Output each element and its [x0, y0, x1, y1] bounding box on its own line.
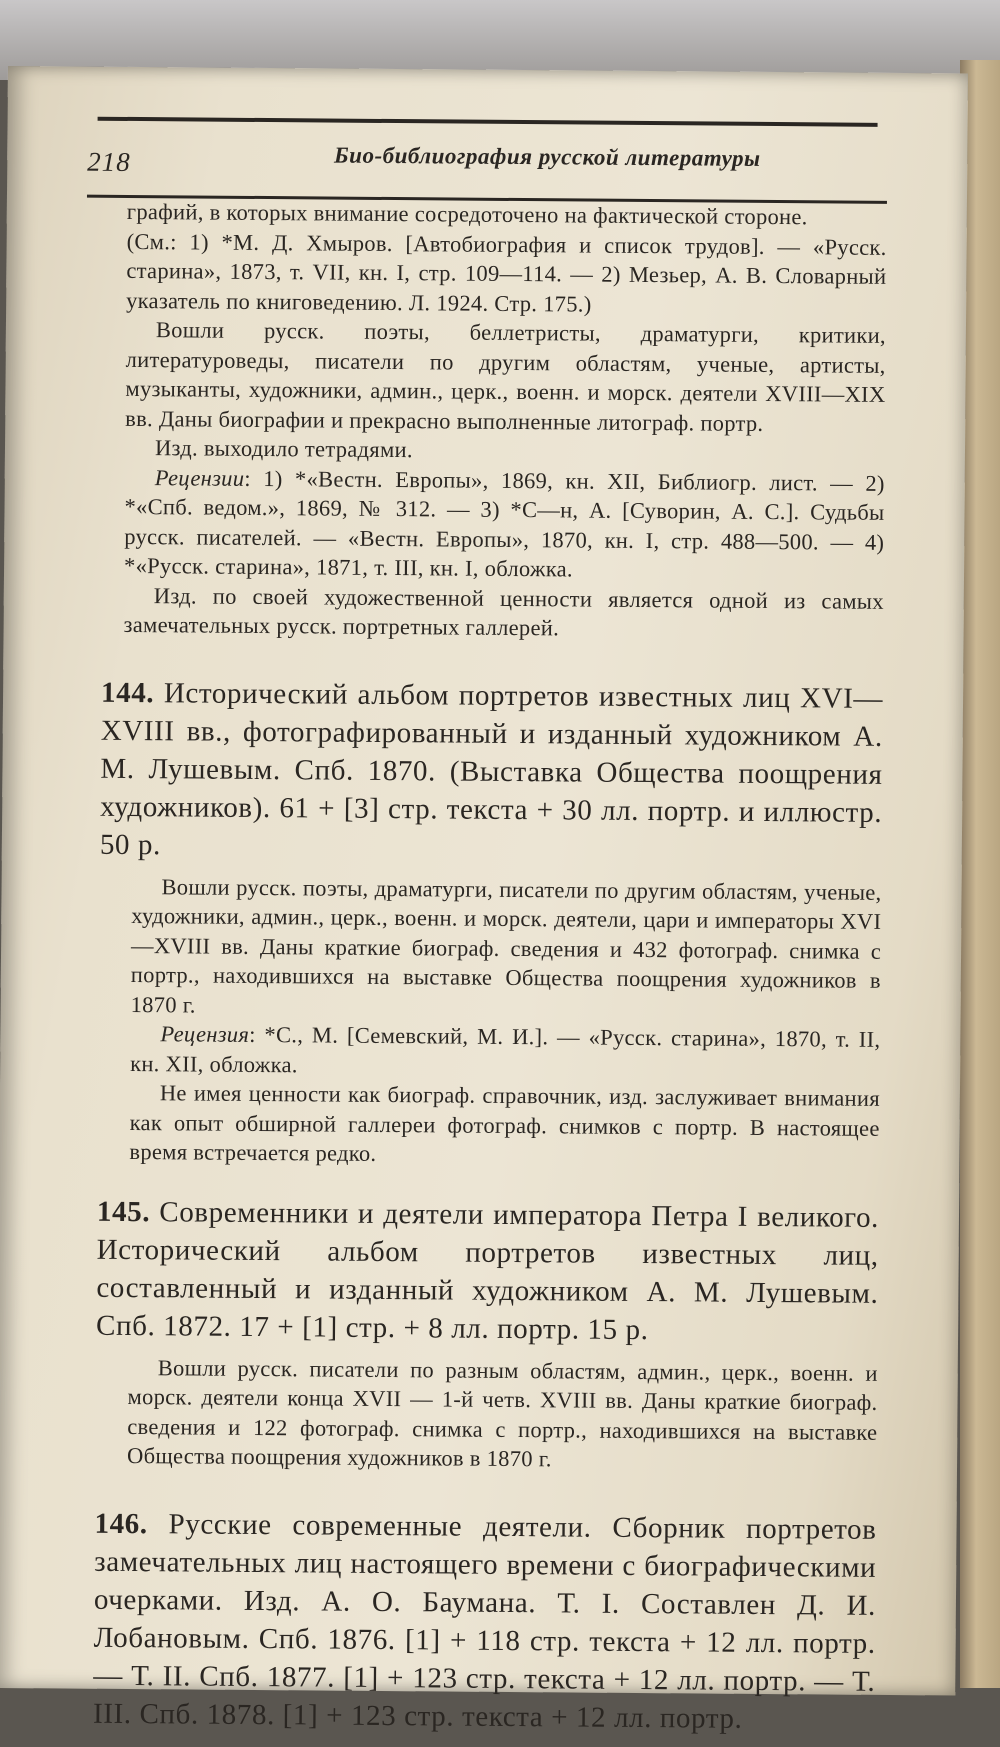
entry-title — [93, 1504, 877, 1738]
entry-number: 144. — [100, 676, 155, 709]
entry-title-text: Современники и деятели императора Петра I великого. Исторический альбом портретов известных лиц, составленный и изданный художником А. М. Лушевым. Спб. 1872. 17 + [1] стр. + 8 лл. портр. 15 р. — [95, 1195, 880, 1346]
entry-notes — [129, 871, 881, 1172]
intro-line-1: графий, в которых внимание сосредоточено на фактической стороне. — [126, 198, 808, 230]
entry-note: Вошли русск. поэты, драматурги, писатели по другим областям, ученые, художники, админ., церк., военн. и морск. деятели, цари и императоры XVI—XVIII вв. Даны краткие биограф. сведения и 432 фотограф. снимка с портр., находившихся на выставке Общества поощрения художников в 1870 г. — [130, 873, 882, 1018]
intro-para-contents: Вошли русск. поэты, беллетристы, драматурги, критики, литературоведы, писатели по другим областям, ученые, артисты, музыканты, художники, админ., церк., военн. и морск. деятели XVIII—XIX вв. Даны биографии и прекрасно выполненные литограф. портр. — [125, 317, 887, 436]
intro-para-issued: Изд. выходило тетрадями. — [154, 435, 413, 463]
intro-line-2: (См.: 1) *М. Д. Хмыров. [Автобиография и список трудов]. — «Русск. старина», 1873, т. VII, кн. I, стр. 109—114. — 2) Мезьер, А. В. Словарный указатель по книговедению. Л. 1924. Стр. 175.) — [126, 228, 887, 317]
intro-para-assessment: Изд. по своей художественной ценности является одной из самых замечательных русск. портретных галлерей. — [123, 582, 884, 641]
reviews-label: Рецензии — [154, 464, 245, 491]
entry-note: Вошли русск. писатели по разным областям, админ., церк., военн. и морск. деятели конца XVII — 1-й четв. XVIII вв. Даны краткие биограф. сведения и 122 фотограф. снимка с портр., находившихся на выставке Общества поощрения художников в 1870 г. — [126, 1354, 878, 1472]
entry-title-text: Исторический альбом портретов известных лиц XVI—XVIII вв., фотографированный и изданный художником А. М. Лушевым. Спб. 1870. (Выставка Общества поощрения художников). 61 + [3] стр. текста + 30 лл. портр. и иллюстр. 50 р. — [99, 676, 884, 861]
page-content — [92, 197, 887, 1746]
entry-number: 145. — [96, 1195, 151, 1228]
entry-review — [130, 1019, 880, 1084]
entry-144 — [99, 673, 884, 1172]
review-label: Рецензия — [160, 1021, 250, 1047]
header-rule-top — [98, 117, 878, 127]
page-header — [87, 117, 888, 209]
running-title: Био-библиография русской литературы — [334, 142, 761, 171]
page-number: 218 — [87, 146, 131, 177]
entry-title — [96, 1192, 879, 1350]
entry-assessment: Не имея ценности как биограф. справочник, изд. заслуживает внимания как опыт обширной галлереи фотограф. снимков с портр. В настоящее время встречается редко. — [129, 1080, 881, 1166]
intro-block — [123, 197, 886, 645]
entry-title-text: Русские современные деятели. Сборник портретов замечательных лиц настоящего времени с биографическими очерками. Изд. А. О. Баумана. Т. I. Составлен Д. И. Лобановым. Спб. 1876. [1] + 118 стр. текста + 12 лл. портр. — Т. II. Спб. 1877. [1] + 123 стр. текста + 12 лл. портр. — Т. III. Спб. 1878. [1] + 123 стр. текста + 12 лл. портр. — [92, 1507, 877, 1735]
intro-reviews — [124, 462, 885, 586]
reviews-text: : 1) *«Вестн. Европы», 1869, кн. XII, Библиогр. лист. — 2) *«Спб. ведом.», 1869, № 312. — 3) *С—н, А. [Суворин, А. С.]. Судьбы русск. писателей. — «Вестн. Европы», 1870, кн. I, стр. 488—500. — 4) *«Русск. старина», 1871, т. III, кн. I, обложка. — [123, 465, 885, 582]
entry-number: 146. — [94, 1507, 148, 1540]
entry-notes — [127, 1352, 878, 1476]
entry-145 — [95, 1192, 880, 1476]
entry-title — [100, 673, 883, 869]
book-page — [0, 66, 968, 1735]
review-text: : *С., М. [Семевский, М. И.]. — «Русск. старина», 1870, т. II, кн. XII, обложка. — [130, 1021, 881, 1077]
entry-146 — [92, 1504, 877, 1738]
